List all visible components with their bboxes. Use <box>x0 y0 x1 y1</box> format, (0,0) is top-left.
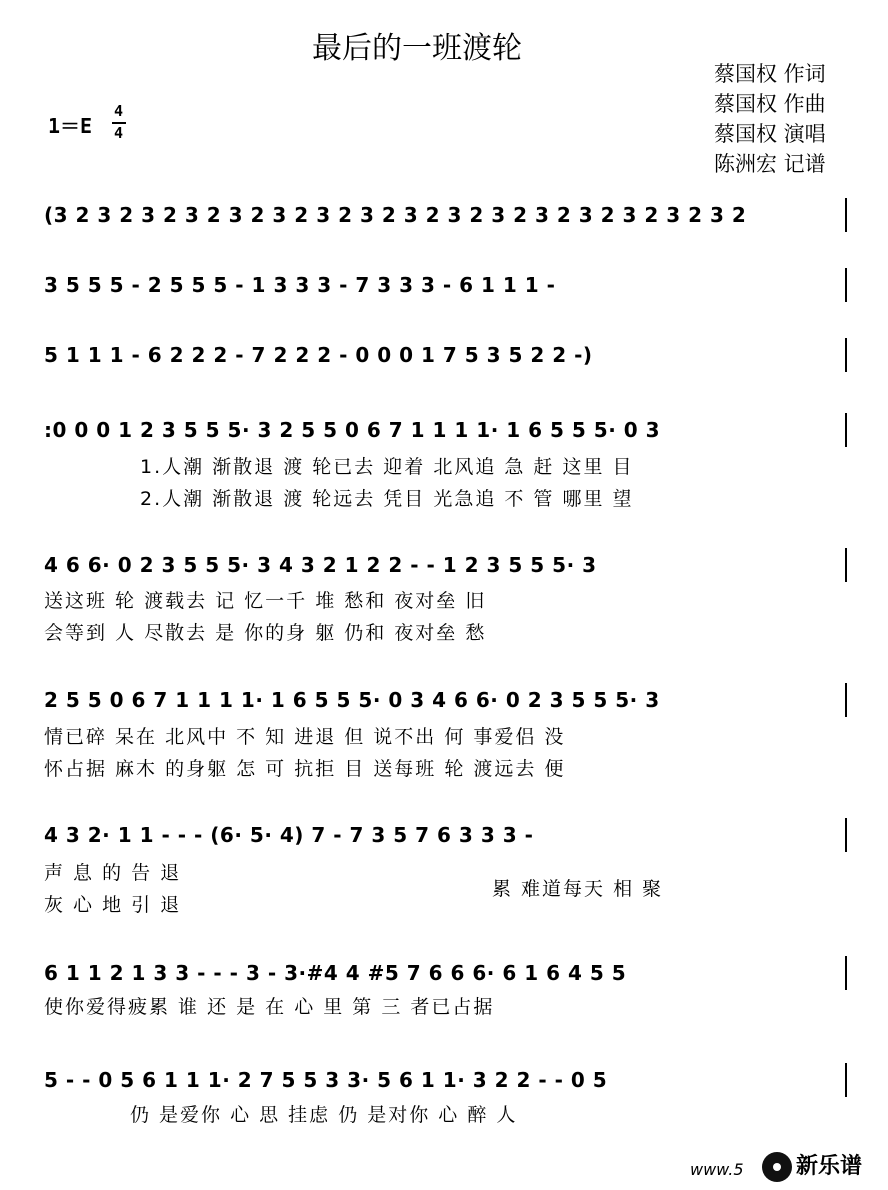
notation-row-8: 6 1 1 2 1 3 3 - - - 3 - 3·#4 4 #5 7 6 6 6· 6 1 6 4 5 5 <box>44 961 627 985</box>
time-signature-top: 4 <box>114 102 124 120</box>
lyric-line5: 使你爱得疲累 谁 还 是 在 心 里 第 三 者已占据 <box>44 996 495 1018</box>
notation-row-6: 2 5 5 0 6 7 1 1 1 1· 1 6 5 5 5· 0 3 4 6 6· 0 2 3 5 5 5· 3 <box>44 688 660 712</box>
watermark-url: www.5 <box>690 1160 744 1179</box>
notation-row-1: (3 2 3 2 3 2 3 2 3 2 3 2 3 2 3 2 3 2 3 2 3 2 3 2 3 2 3 2 3 2 3 2 <box>44 203 747 227</box>
logo-text: 新乐谱 <box>796 1154 863 1179</box>
notation-row-7: 4 3 2· 1 1 - - - (6· 5· 4) 7 - 7 3 5 7 6 3 3 3 - <box>44 823 534 847</box>
barline <box>845 956 847 990</box>
notation-row-9: 5 - - 0 5 6 1 1 1· 2 7 5 5 3 3· 5 6 1 1· 3 2 2 - - 0 5 <box>44 1068 608 1092</box>
barline <box>845 338 847 372</box>
notation-row-4: :0 0 0 1 2 3 5 5 5· 3 2 5 5 0 6 7 1 1 1 1· 1 6 5 5 5· 0 3 <box>44 418 661 442</box>
lyric-verse1-line2: 送这班 轮 渡载去 记 忆一千 堆 愁和 夜对垒 旧 <box>44 590 487 612</box>
credit-performer: 蔡国权 演唱 <box>714 122 826 146</box>
barline <box>845 818 847 852</box>
disc-icon <box>762 1152 792 1182</box>
notation-row-3: 5 1 1 1 - 6 2 2 2 - 7 2 2 2 - 0 0 0 1 7 5 3 5 2 2 -) <box>44 343 593 367</box>
lyric-verse1-line4: 声 息 的 告 退 <box>44 862 182 884</box>
lyric-line4-right: 累 难道每天 相 聚 <box>492 878 664 900</box>
barline <box>845 548 847 582</box>
lyric-line6: 仍 是爱你 心 思 挂虑 仍 是对你 心 醉 人 <box>130 1104 518 1126</box>
credit-transcriber: 陈洲宏 记谱 <box>714 152 826 176</box>
barline <box>845 268 847 302</box>
site-logo <box>752 1148 882 1186</box>
song-title: 最后的一班渡轮 <box>312 31 522 66</box>
notation-row-2: 3 5 5 5 - 2 5 5 5 - 1 3 3 3 - 7 3 3 3 - 6 1 1 1 - <box>44 273 556 297</box>
barline <box>845 1063 847 1097</box>
credit-lyricist: 蔡国权 作词 <box>714 62 826 86</box>
notation-row-5: 4 6 6· 0 2 3 5 5 5· 3 4 3 2 1 2 2 - - 1 2 3 5 5 5· 3 <box>44 553 597 577</box>
lyric-verse2-line2: 会等到 人 尽散去 是 你的身 躯 仍和 夜对垒 愁 <box>44 622 487 644</box>
credit-composer: 蔡国权 作曲 <box>714 92 826 116</box>
barline <box>845 413 847 447</box>
lyric-verse1-line3: 情已碎 呆在 北风中 不 知 进退 但 说不出 何 事爱侣 没 <box>44 726 566 748</box>
lyric-verse2-line3: 怀占据 麻木 的身躯 怎 可 抗拒 目 送每班 轮 渡远去 便 <box>44 758 566 780</box>
key-signature: 1＝E <box>48 114 93 138</box>
lyric-verse1-line1: 1.人潮 渐散退 渡 轮已去 迎着 北风追 急 赶 这里 目 <box>140 456 634 478</box>
lyric-verse2-line4: 灰 心 地 引 退 <box>44 894 182 916</box>
barline <box>845 683 847 717</box>
barline <box>845 198 847 232</box>
lyric-verse2-line1: 2.人潮 渐散退 渡 轮远去 凭目 光急追 不 管 哪里 望 <box>140 488 634 510</box>
time-signature-bottom: 4 <box>114 124 124 142</box>
